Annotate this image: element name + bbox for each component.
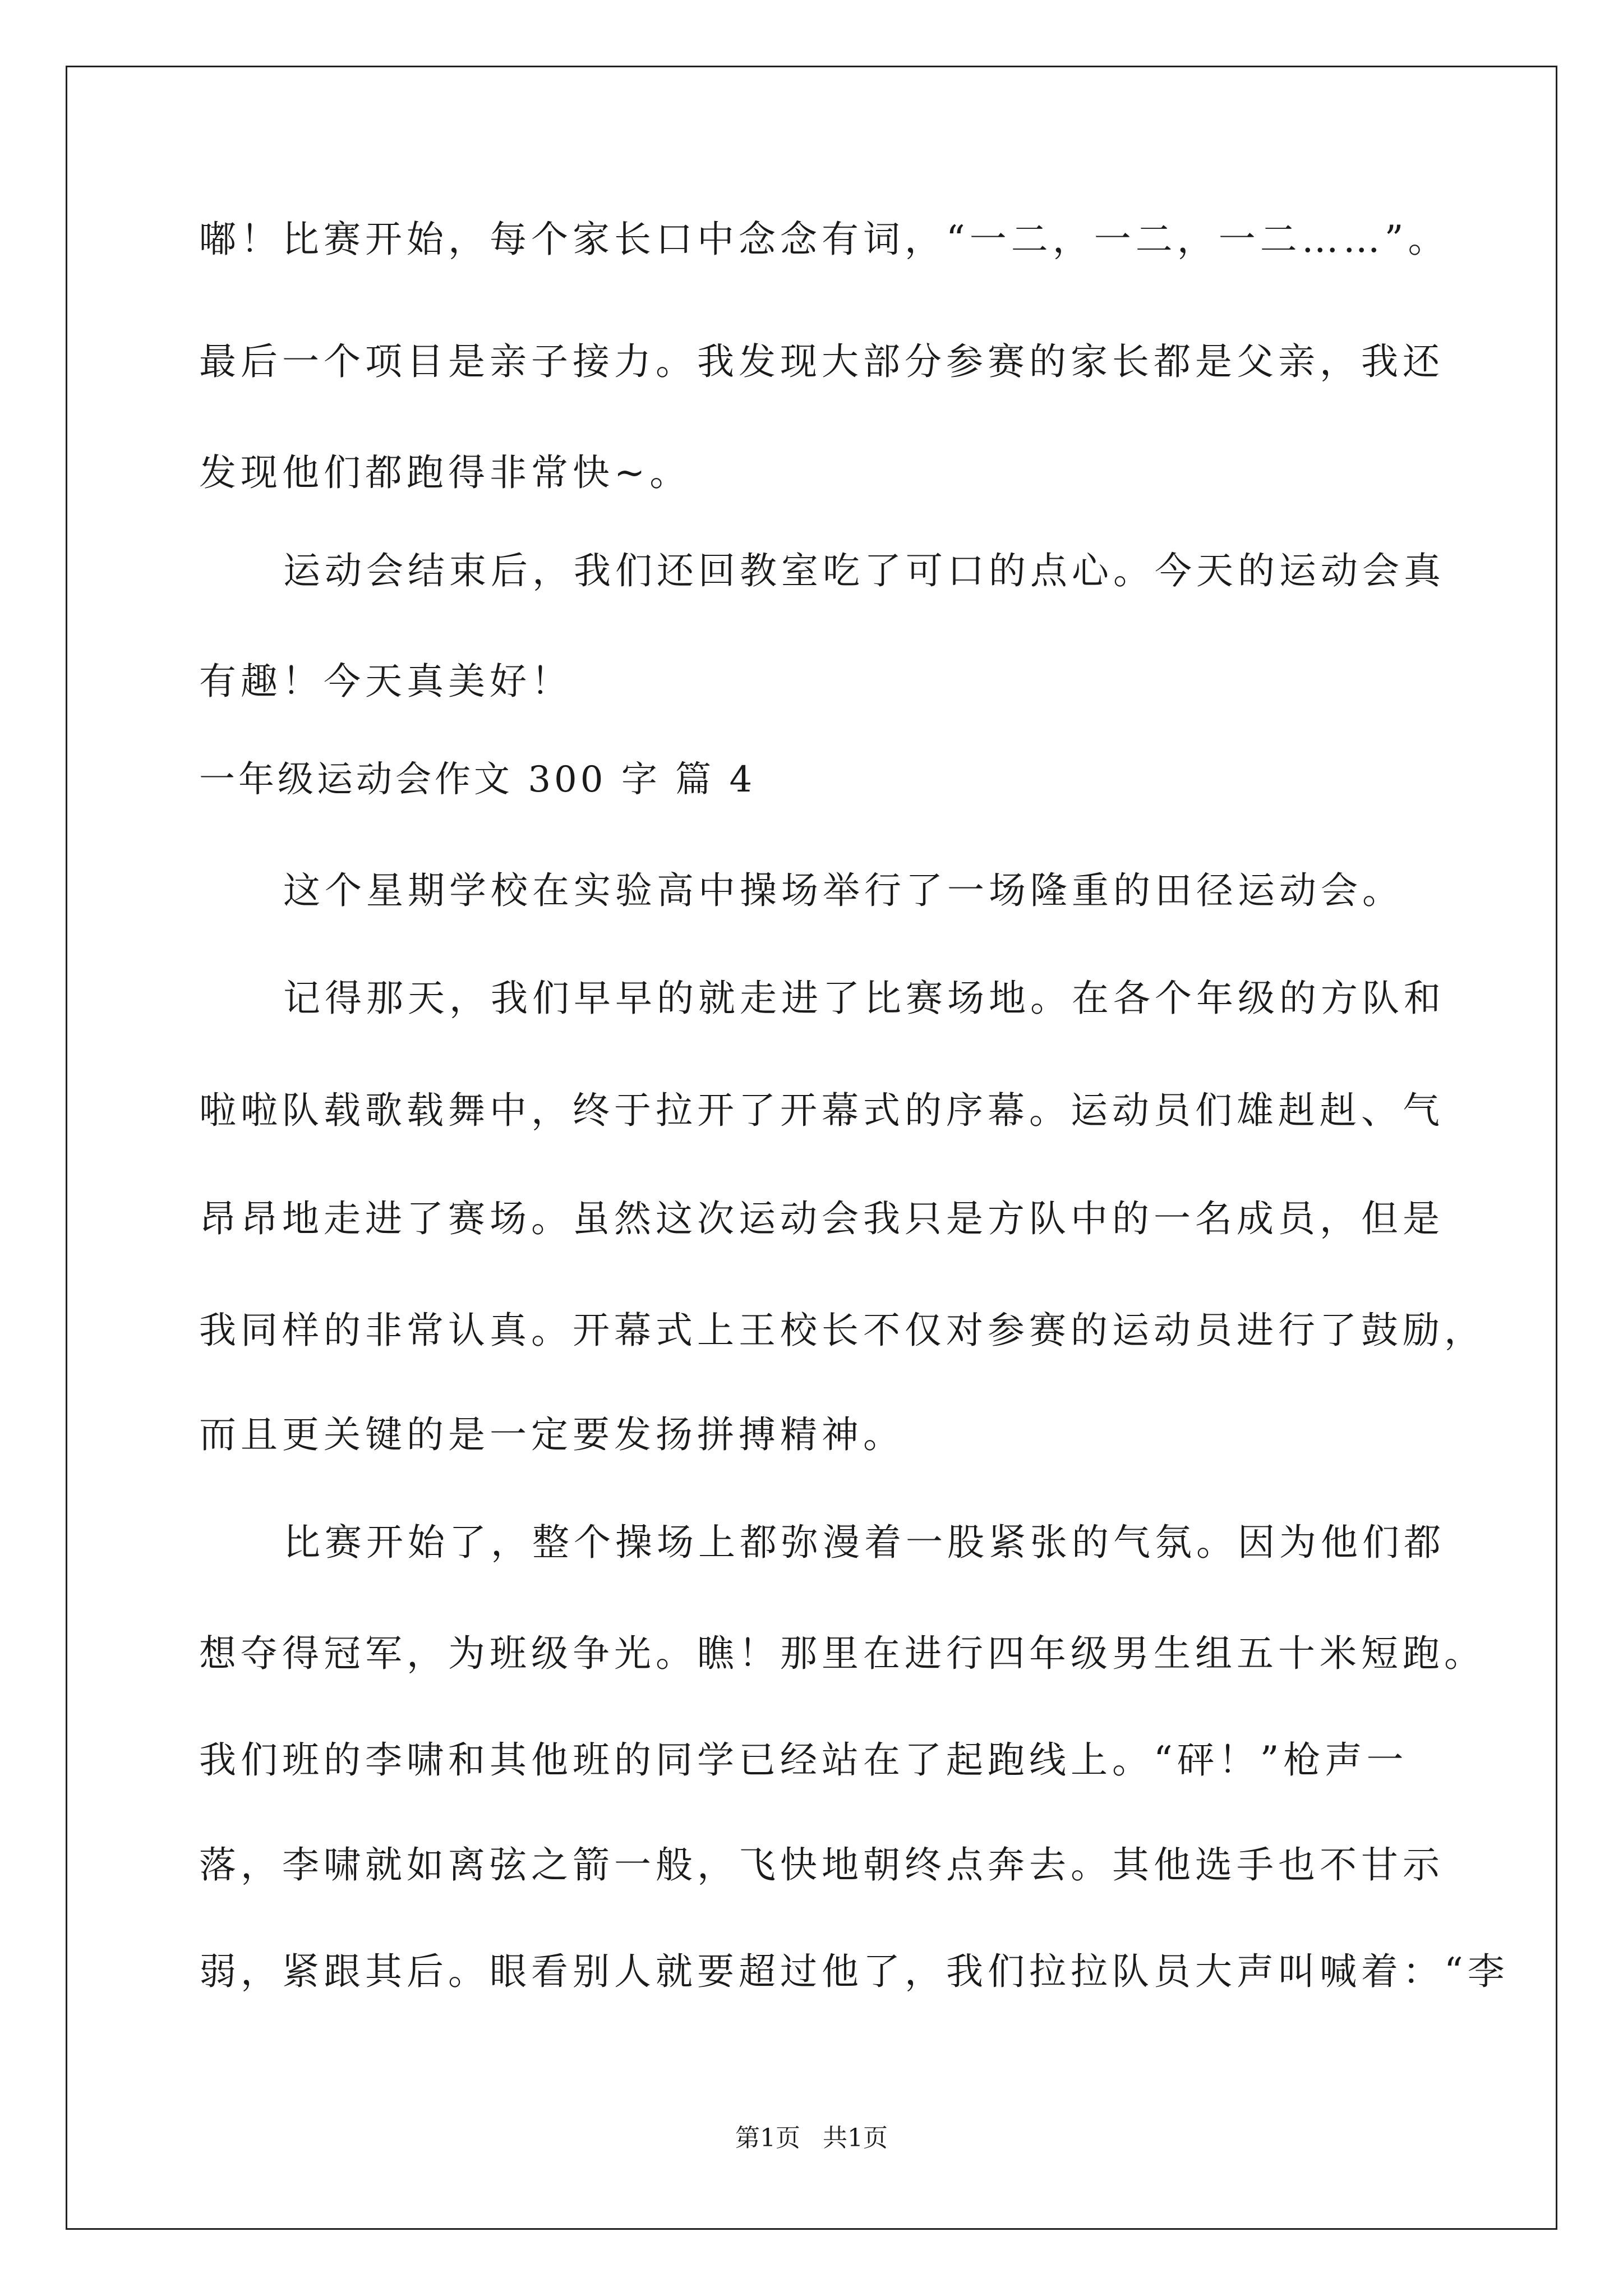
text-line: 而且更关键的是一定要发扬拼搏精神。 xyxy=(199,1413,905,1456)
text-line: 有趣！今天真美好！ xyxy=(199,660,573,703)
text-line: 落，李啸就如离弦之箭一般，飞快地朝终点奔去。其他选手也不甘示 xyxy=(199,1843,1444,1887)
text-line: 我同样的非常认真。开幕式上王校长不仅对参赛的运动员进行了鼓励， xyxy=(199,1309,1486,1352)
page-border xyxy=(66,66,1557,2230)
text-line: 记得那天，我们早早的就走进了比赛场地。在各个年级的方队和 xyxy=(283,977,1445,1020)
text-line: 这个星期学校在实验高中操场举行了一场隆重的田径运动会。 xyxy=(283,869,1404,912)
text-line: 最后一个项目是亲子接力。我发现大部分参赛的家长都是父亲，我还 xyxy=(199,340,1444,383)
page-footer xyxy=(0,2123,1623,2154)
text-line: 啦啦队载歌载舞中，终于拉开了开幕式的序幕。运动员们雄赳赳、气 xyxy=(199,1089,1444,1132)
text-line: 弱，紧跟其后。眼看别人就要超过他了，我们拉拉队员大声叫喊着：“李 xyxy=(199,1950,1509,1993)
text-line: 昂昂地走进了赛场。虽然这次运动会我只是方队中的一名成员，但是 xyxy=(199,1197,1444,1240)
text-line: 嘟！比赛开始，每个家长口中念念有词，“一二，一二，一二……”。 xyxy=(199,218,1450,261)
text-line: 想夺得冠军，为班级争光。瞧！那里在进行四年级男生组五十米短跑。 xyxy=(199,1632,1486,1675)
page-total: 共1页 xyxy=(823,2124,888,2152)
text-line: 比赛开始了，整个操场上都弥漫着一股紧张的气氛。因为他们都 xyxy=(283,1521,1445,1564)
page-number: 第1页 xyxy=(735,2124,800,2152)
text-line: 发现他们都跑得非常快~。 xyxy=(199,451,691,494)
text-line: 运动会结束后，我们还回教室吃了可口的点心。今天的运动会真 xyxy=(283,549,1445,592)
section-heading: 一年级运动会作文 300 字 篇 4 xyxy=(199,759,756,800)
text-line: 我们班的李啸和其他班的同学已经站在了起跑线上。“砰！”枪声一 xyxy=(199,1738,1408,1782)
